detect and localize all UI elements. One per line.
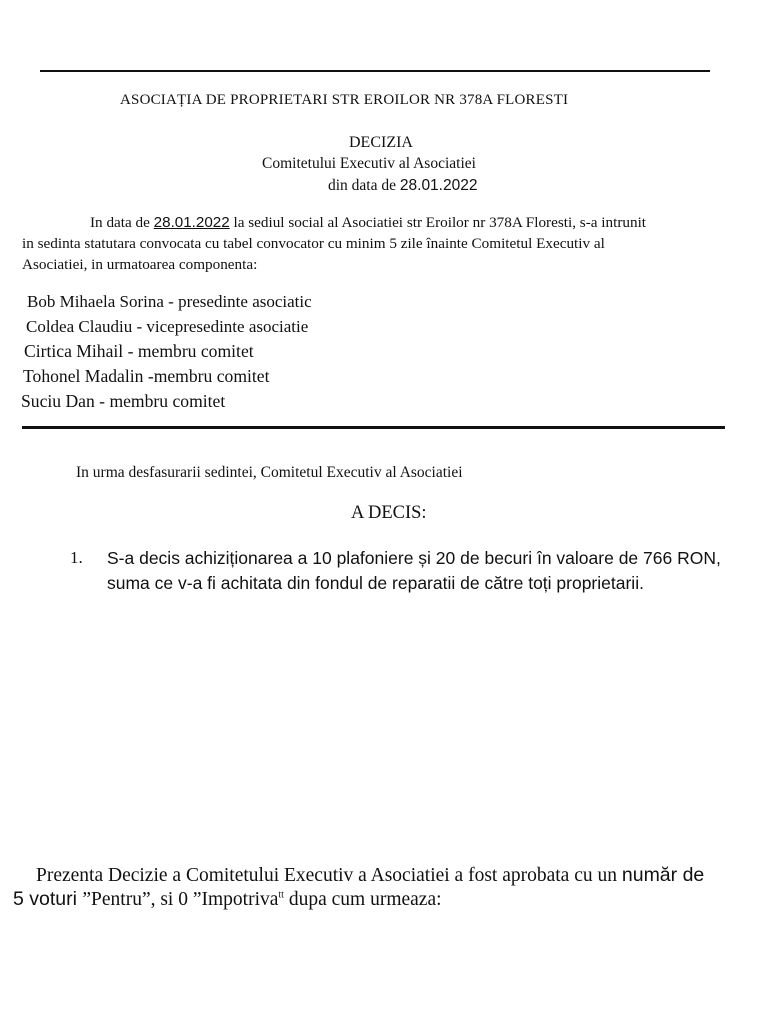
decision-subtitle: Comitetului Executiv al Asociatiei [262,155,476,172]
approval-line-2-end: dupa cum urmeaza: [283,889,442,910]
decision-date-prefix: din data de [328,177,400,194]
intro-paragraph [22,212,742,275]
intro-date: 28.01.2022 [153,214,230,231]
association-header: ASOCIAȚIA DE PROPRIETARI STR EROILOR NR 378A FLORESTI [120,92,569,108]
intro-line-3: Asociatiei, in urmatoarea componenta: [22,256,258,273]
decision-item-line-1: S-a decis achiziționarea a 10 plafoniere și 20 de becuri în valoare de 766 RON, [107,548,721,568]
decision-date: 28.01.2022 [399,177,478,194]
approval-votes: 5 voturi [13,888,83,910]
member-item: Tohonel Madalin -membru comitet [23,366,270,386]
intro-line-2: in sedinta statutara convocata cu tabel convocator cu minim 5 zile înainte Comitetul Executiv al [22,235,605,252]
member-item: Coldea Claudiu - vicepresedinte asociatie [26,317,309,336]
member-item: Cirtica Mihail - membru comitet [24,341,254,361]
intro-line-1-rest: la sediul social al Asociatiei str Eroilor nr 378A Floresti, s-a intrunit [229,214,647,231]
decision-title: DECIZIA [349,134,413,151]
decision-item-line-2: suma ce v-a fi achitata din fondul de reparatii de către toți proprietarii. [107,573,644,593]
approval-line-1 [36,864,704,887]
top-divider [40,70,710,72]
member-item: Bob Mihaela Sorina - presedinte asociatic [27,292,312,311]
intro-prefix: In data de [90,214,154,231]
approval-line-1-text: Prezenta Decizie a Comitetului Executiv a Asociatiei a fost aprobata cu un [36,865,622,886]
approval-superscript: tt [278,889,284,901]
approval-line-2 [13,888,442,911]
member-item: Suciu Dan - membru comitet [21,391,226,411]
outcome-heading: A DECIS: [351,503,427,523]
decision-item-number: 1. [70,548,83,567]
intro-line-1 [22,212,742,233]
outcome-intro: In urma desfasurarii sedintei, Comitetul Executiv al Asociatiei [76,464,463,481]
approval-line-1-sans: număr de [621,864,705,886]
decision-date-line [328,177,477,195]
approval-votes-detail: ”Pentru”, si 0 ”Impotriva [82,889,279,910]
middle-divider [22,426,725,429]
